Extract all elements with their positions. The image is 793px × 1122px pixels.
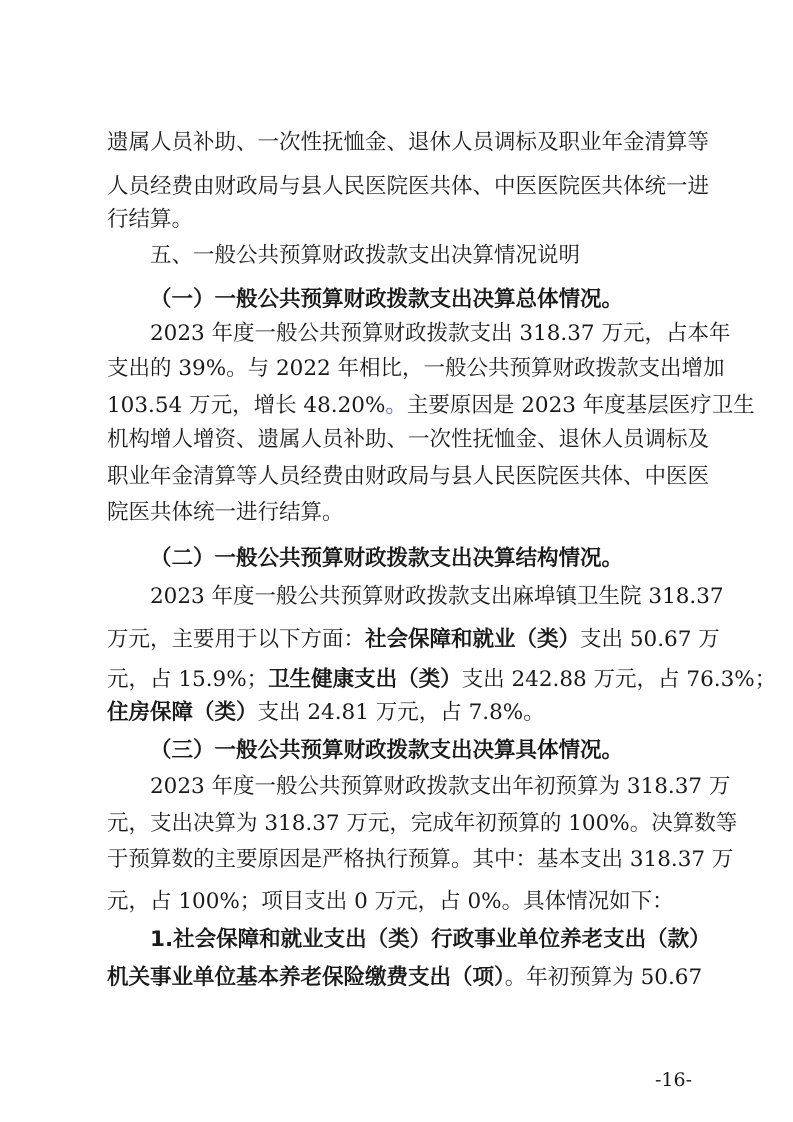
- paragraph-line: [107, 391, 755, 421]
- text-span: 支出 24.81 万元，占 7.8%。: [257, 700, 545, 725]
- text-span: 万元，主要用于以下方面：: [107, 627, 366, 652]
- category-health: 卫生健康支出（类）: [268, 667, 462, 692]
- paragraph-line: 机构增人增资、遗属人员补助、一次性抚恤金、退休人员调标及: [107, 427, 710, 452]
- section-heading: 五、一般公共预算财政拨款支出决算情况说明: [150, 243, 581, 268]
- text-span: 支出 50.67 万: [580, 627, 720, 652]
- subsection-heading: （三）一般公共预算财政拨款支出决算具体情况。: [150, 738, 624, 763]
- paragraph-line: 2023 年度一般公共预算财政拨款支出 318.37 万元，占本年: [150, 321, 731, 346]
- paragraph-line: [107, 625, 720, 655]
- item-heading-continued: 机关事业单位基本养老保险缴费支出（项）: [107, 965, 505, 990]
- paragraph-line: 支出的 39%。与 2022 年相比，一般公共预算财政拨款支出增加: [107, 356, 725, 381]
- category-housing: 住房保障（类）: [107, 700, 258, 725]
- paragraph-line: [107, 963, 703, 993]
- paragraph-line: 元，支出决算为 318.37 万元，完成年初预算的 100%。决算数等: [107, 811, 738, 836]
- paragraph-line: 院医共体统一进行结算。: [107, 500, 344, 525]
- colored-period: 。: [385, 393, 407, 418]
- page-number: -16-: [654, 1069, 692, 1091]
- text-span: 支出 242.88 万元，占 76.3%；: [461, 667, 777, 692]
- paragraph-line: 于预算数的主要原因是严格执行预算。其中：基本支出 318.37 万: [107, 847, 734, 872]
- paragraph-line: 2023 年度一般公共预算财政拨款支出年初预算为 318.37 万: [150, 774, 731, 799]
- text-span: 。年初预算为 50.67: [504, 965, 703, 990]
- increase-figure: 103.54 万元，增长 48.20%: [107, 393, 386, 418]
- paragraph-line: 职业年金清算等人员经费由财政局与县人民医院医共体、中医医: [107, 464, 710, 489]
- paragraph-line: 元，占 100%；项目支出 0 万元，占 0%。具体情况如下：: [107, 889, 674, 914]
- category-social-security: 社会保障和就业（类）: [365, 627, 581, 652]
- paragraph-line: 行结算。: [107, 207, 194, 232]
- paragraph-line: 2023 年度一般公共预算财政拨款支出麻埠镇卫生院 318.37: [150, 584, 724, 609]
- paragraph-line: 人员经费由财政局与县人民医院医共体、中医医院医共体统一进: [107, 174, 710, 199]
- subsection-heading: （二）一般公共预算财政拨款支出决算结构情况。: [150, 546, 624, 571]
- text-span: 元，占 15.9%；: [107, 667, 269, 692]
- paragraph-line: [107, 698, 687, 728]
- reason-text: 主要原因是 2023 年度基层医疗卫生: [406, 393, 755, 418]
- item-heading: 1.社会保障和就业支出（类）行政事业单位养老支出（款）: [150, 927, 711, 952]
- paragraph-line: [107, 665, 777, 695]
- paragraph-line: 遗属人员补助、一次性抚恤金、退休人员调标及职业年金清算等: [107, 130, 710, 155]
- subsection-heading: （一）一般公共预算财政拨款支出决算总体情况。: [150, 287, 624, 312]
